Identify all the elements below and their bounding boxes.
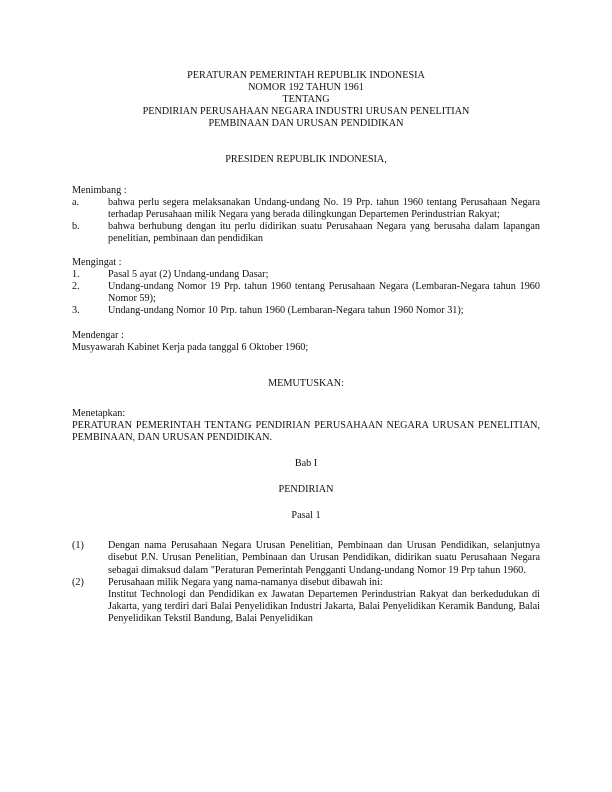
- list-marker: b.: [72, 220, 80, 232]
- header-line-1: PERATURAN PEMERINTAH REPUBLIK INDONESIA: [187, 70, 425, 81]
- list-item: [72, 269, 540, 281]
- list-text: Dengan nama Perusahaan Negara Urusan Penelitian, Pembinaan dan Urusan Pendidikan, selanjutnya disebut P.N. Urusan Penelitian, Pembinaan dan Urusan Pendidikan, didirikan suatu Perusahaan Negara sebagai dimaksud dalam "Peraturan Pemerintah Pengganti Undang-undang Nomor 19 Prp tahun 1960.: [108, 540, 540, 576]
- menimbang-section: [72, 185, 540, 245]
- list-marker: 1.: [72, 269, 80, 281]
- document-body: [72, 70, 540, 625]
- list-text: Undang-undang Nomor 10 Prp. tahun 1960 (Lembaran-Negara tahun 1960 Nomor 31);: [108, 305, 464, 317]
- list-item: [72, 221, 540, 245]
- list-item: [72, 540, 540, 576]
- list-text-continued: Institut Technologi dan Pendidikan ex Jawatan Departemen Perindustrian Rakyat dan berkedudukan di Jakarta, yang terdiri dari Balai Penyelidikan Industri Jakarta, Balai Penyelidikan Keramik Bandung, Balai Penyelidikan Tekstil Bandung, Balai Penyelidikan: [108, 588, 540, 624]
- header-line-3: TENTANG: [282, 94, 330, 106]
- chapter-number: Bab I: [294, 458, 318, 470]
- header-line-4: PENDIRIAN PERUSAHAAN NEGARA INDUSTRI URUSAN PENELITIAN: [142, 106, 470, 118]
- mengingat-label: Mengingat :: [72, 257, 122, 269]
- list-text: Undang-undang Nomor 19 Prp. tahun 1960 tentang Perusahaan Negara (Lembaran-Negara tahun 1960 Nomor 59);: [108, 281, 540, 305]
- list-marker: 3.: [72, 305, 80, 317]
- header-line-2: NOMOR 192 TAHUN 1961: [248, 82, 364, 94]
- memutuskan-heading: MEMUTUSKAN:: [268, 377, 344, 389]
- document-header: [72, 70, 540, 130]
- header-line-5: PEMBINAAN DAN URUSAN PENDIDIKAN: [208, 118, 404, 130]
- menetapkan-label: Menetapkan:: [72, 407, 126, 419]
- list-item: [72, 281, 540, 305]
- list-marker: a.: [72, 196, 80, 208]
- list-marker: (2): [72, 576, 84, 588]
- menetapkan-text: PERATURAN PEMERINTAH TENTANG PENDIRIAN PERUSAHAAN NEGARA URUSAN PENELITIAN, PEMBINAAN, DAN URUSAN PENDIDIKAN.: [72, 419, 540, 443]
- article-title: Pasal 1: [291, 510, 321, 522]
- list-item: [72, 577, 540, 625]
- menetapkan-section: [72, 408, 540, 444]
- president-title: PRESIDEN REPUBLIK INDONESIA,: [225, 154, 387, 166]
- menimbang-label: Menimbang :: [72, 184, 127, 196]
- mendengar-section: [72, 330, 540, 354]
- mengingat-section: [72, 257, 540, 317]
- article-body: [72, 540, 540, 625]
- list-marker: (1): [72, 540, 84, 552]
- list-text: bahwa berhubung dengan itu perlu didirikan suatu Perusahaan Negara yang berusaha dalam lapangan penelitian, pembinaan dan pendidikan: [108, 220, 540, 244]
- mendengar-label: Mendengar :: [72, 329, 124, 341]
- list-item: [72, 197, 540, 221]
- mendengar-text: Musyawarah Kabinet Kerja pada tanggal 6 Oktober 1960;: [72, 341, 309, 353]
- chapter-title: PENDIRIAN: [278, 484, 334, 496]
- list-text: Pasal 5 ayat (2) Undang-undang Dasar;: [108, 269, 269, 281]
- list-text: Perusahaan milik Negara yang nama-namanya disebut dibawah ini:: [108, 576, 383, 588]
- list-item: [72, 305, 540, 317]
- list-text-block: [108, 577, 540, 625]
- list-marker: 2.: [72, 281, 80, 293]
- list-text: bahwa perlu segera melaksanakan Undang-undang No. 19 Prp. tahun 1960 tentang Perusahaan Negara terhadap Perusahaan milik Negara yang berada dilingkungan Departemen Perindustrian Rakyat;: [108, 196, 540, 220]
